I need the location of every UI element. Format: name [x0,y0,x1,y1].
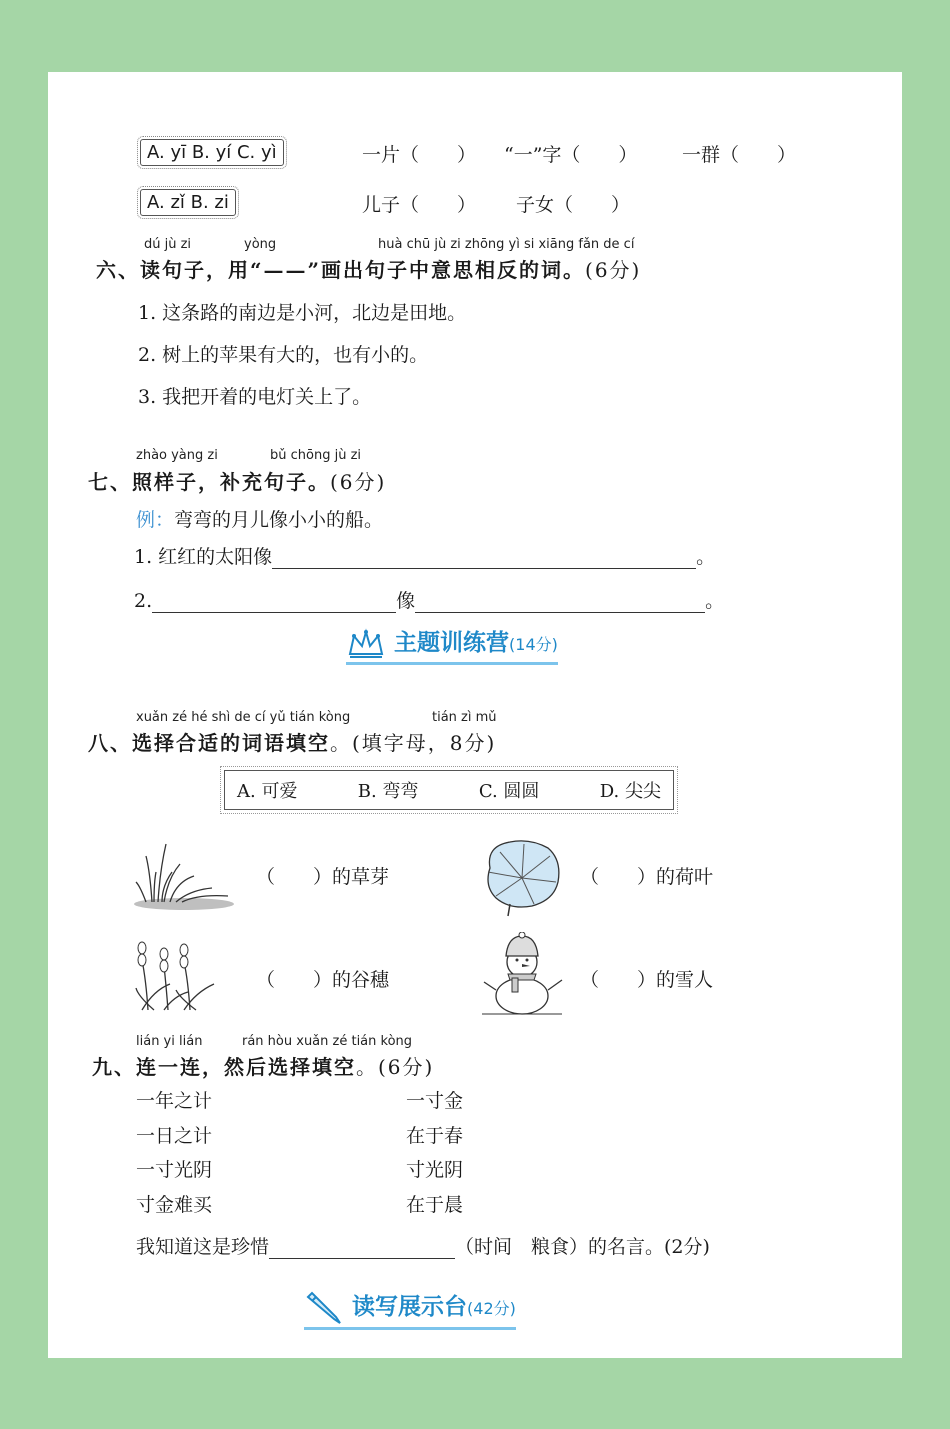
answer-line-2b[interactable] [415,590,705,613]
banner-theme-training: 主题训练营(14分) [346,624,558,660]
pencil-icon [304,1291,344,1325]
q9-right-2[interactable]: 在于春 [406,1125,464,1147]
blank-grass: （ ）的草芽 [256,866,390,888]
q9-left-4[interactable]: 寸金难买 [136,1194,213,1216]
word-yiqun: 一群（ ） [682,144,797,166]
answer-line-2a[interactable] [152,590,396,613]
q6-pinyin-3: huà chū jù zi zhōng yì si xiāng fǎn de cí [378,237,635,252]
q9-left-1[interactable]: 一年之计 [136,1090,213,1112]
banner-reading-writing: 读写展示台(42分) [304,1288,516,1325]
lotus-leaf-image [480,838,564,918]
q6-item-3: 3. 我把开着的电灯关上了。 [138,386,372,408]
pinyin-options-box-zi: A. zǐ B. zi [140,189,236,216]
q9-left-3[interactable]: 一寸光阴 [136,1159,213,1181]
rice-ear-image [134,940,224,1012]
q6-item-1: 1. 这条路的南边是小河，北边是田地。 [138,302,467,324]
word-yipian: 一片（ ） [362,144,477,166]
q9-title: 九、连一连，然后选择填空。(6分) [92,1055,435,1079]
blank-rice: （ ）的谷穗 [256,969,390,991]
q9-pinyin-1: lián yi lián [136,1034,203,1049]
option-b: B. 弯弯 [357,781,419,802]
q9-answer-line[interactable] [269,1236,455,1259]
option-a: A. 可爱 [237,781,298,802]
q6-item-2: 2. 树上的苹果有大的，也有小的。 [138,344,429,366]
grass-sprout-image [132,842,238,914]
q8-title: 八、选择合适的词语填空。(填字母，8分) [88,731,497,755]
q9-right-1[interactable]: 一寸金 [406,1090,464,1112]
option-c: C. 圆圆 [478,781,540,802]
q8-pinyin-1: xuǎn zé hé shì de cí yǔ tián kòng [136,710,351,725]
blank-lotus: （ ）的荷叶 [580,866,714,888]
snowman-image [482,932,566,1016]
q8-options-box [224,770,674,810]
q6-pinyin-1: dú jù zi [144,237,192,252]
q7-pinyin-2: bǔ chōng jù zi [270,448,362,463]
q6-title: 六、读句子，用“——”画出句子中意思相反的词。(6分) [96,258,642,282]
q7-title: 七、照样子，补充句子。(6分) [88,470,387,494]
answer-line-1[interactable] [272,546,696,569]
q9-fill-sentence: 我知道这是珍惜 （时间 粮食）的名言。(2分) [136,1236,710,1258]
worksheet-page [48,72,902,1358]
q8-pinyin-2: tián zì mǔ [432,710,497,725]
q9-pinyin-2: rán hòu xuǎn zé tián kòng [242,1034,413,1049]
q7-item-2: 2. 像 。 [134,590,725,612]
option-d: D. 尖尖 [599,781,661,802]
q9-left-2[interactable]: 一日之计 [136,1125,213,1147]
q7-item-1: 1. 红红的太阳像 。 [134,546,716,568]
word-yizi: “一”字（ ） [504,144,638,166]
crown-icon [346,628,386,660]
q7-example: 例：弯弯的月儿像小小的船。 [136,509,384,531]
pinyin-options-box-yi: A. yī B. yí C. yì [140,139,284,166]
q7-pinyin-1: zhào yàng zi [136,448,218,463]
q9-right-4[interactable]: 在于晨 [406,1194,464,1216]
word-zinv: 子女（ ） [516,194,631,216]
q9-right-3[interactable]: 寸光阴 [406,1159,464,1181]
word-erzi: 儿子（ ） [362,194,477,216]
q6-pinyin-2: yòng [244,237,277,252]
blank-snowman: （ ）的雪人 [580,969,714,991]
